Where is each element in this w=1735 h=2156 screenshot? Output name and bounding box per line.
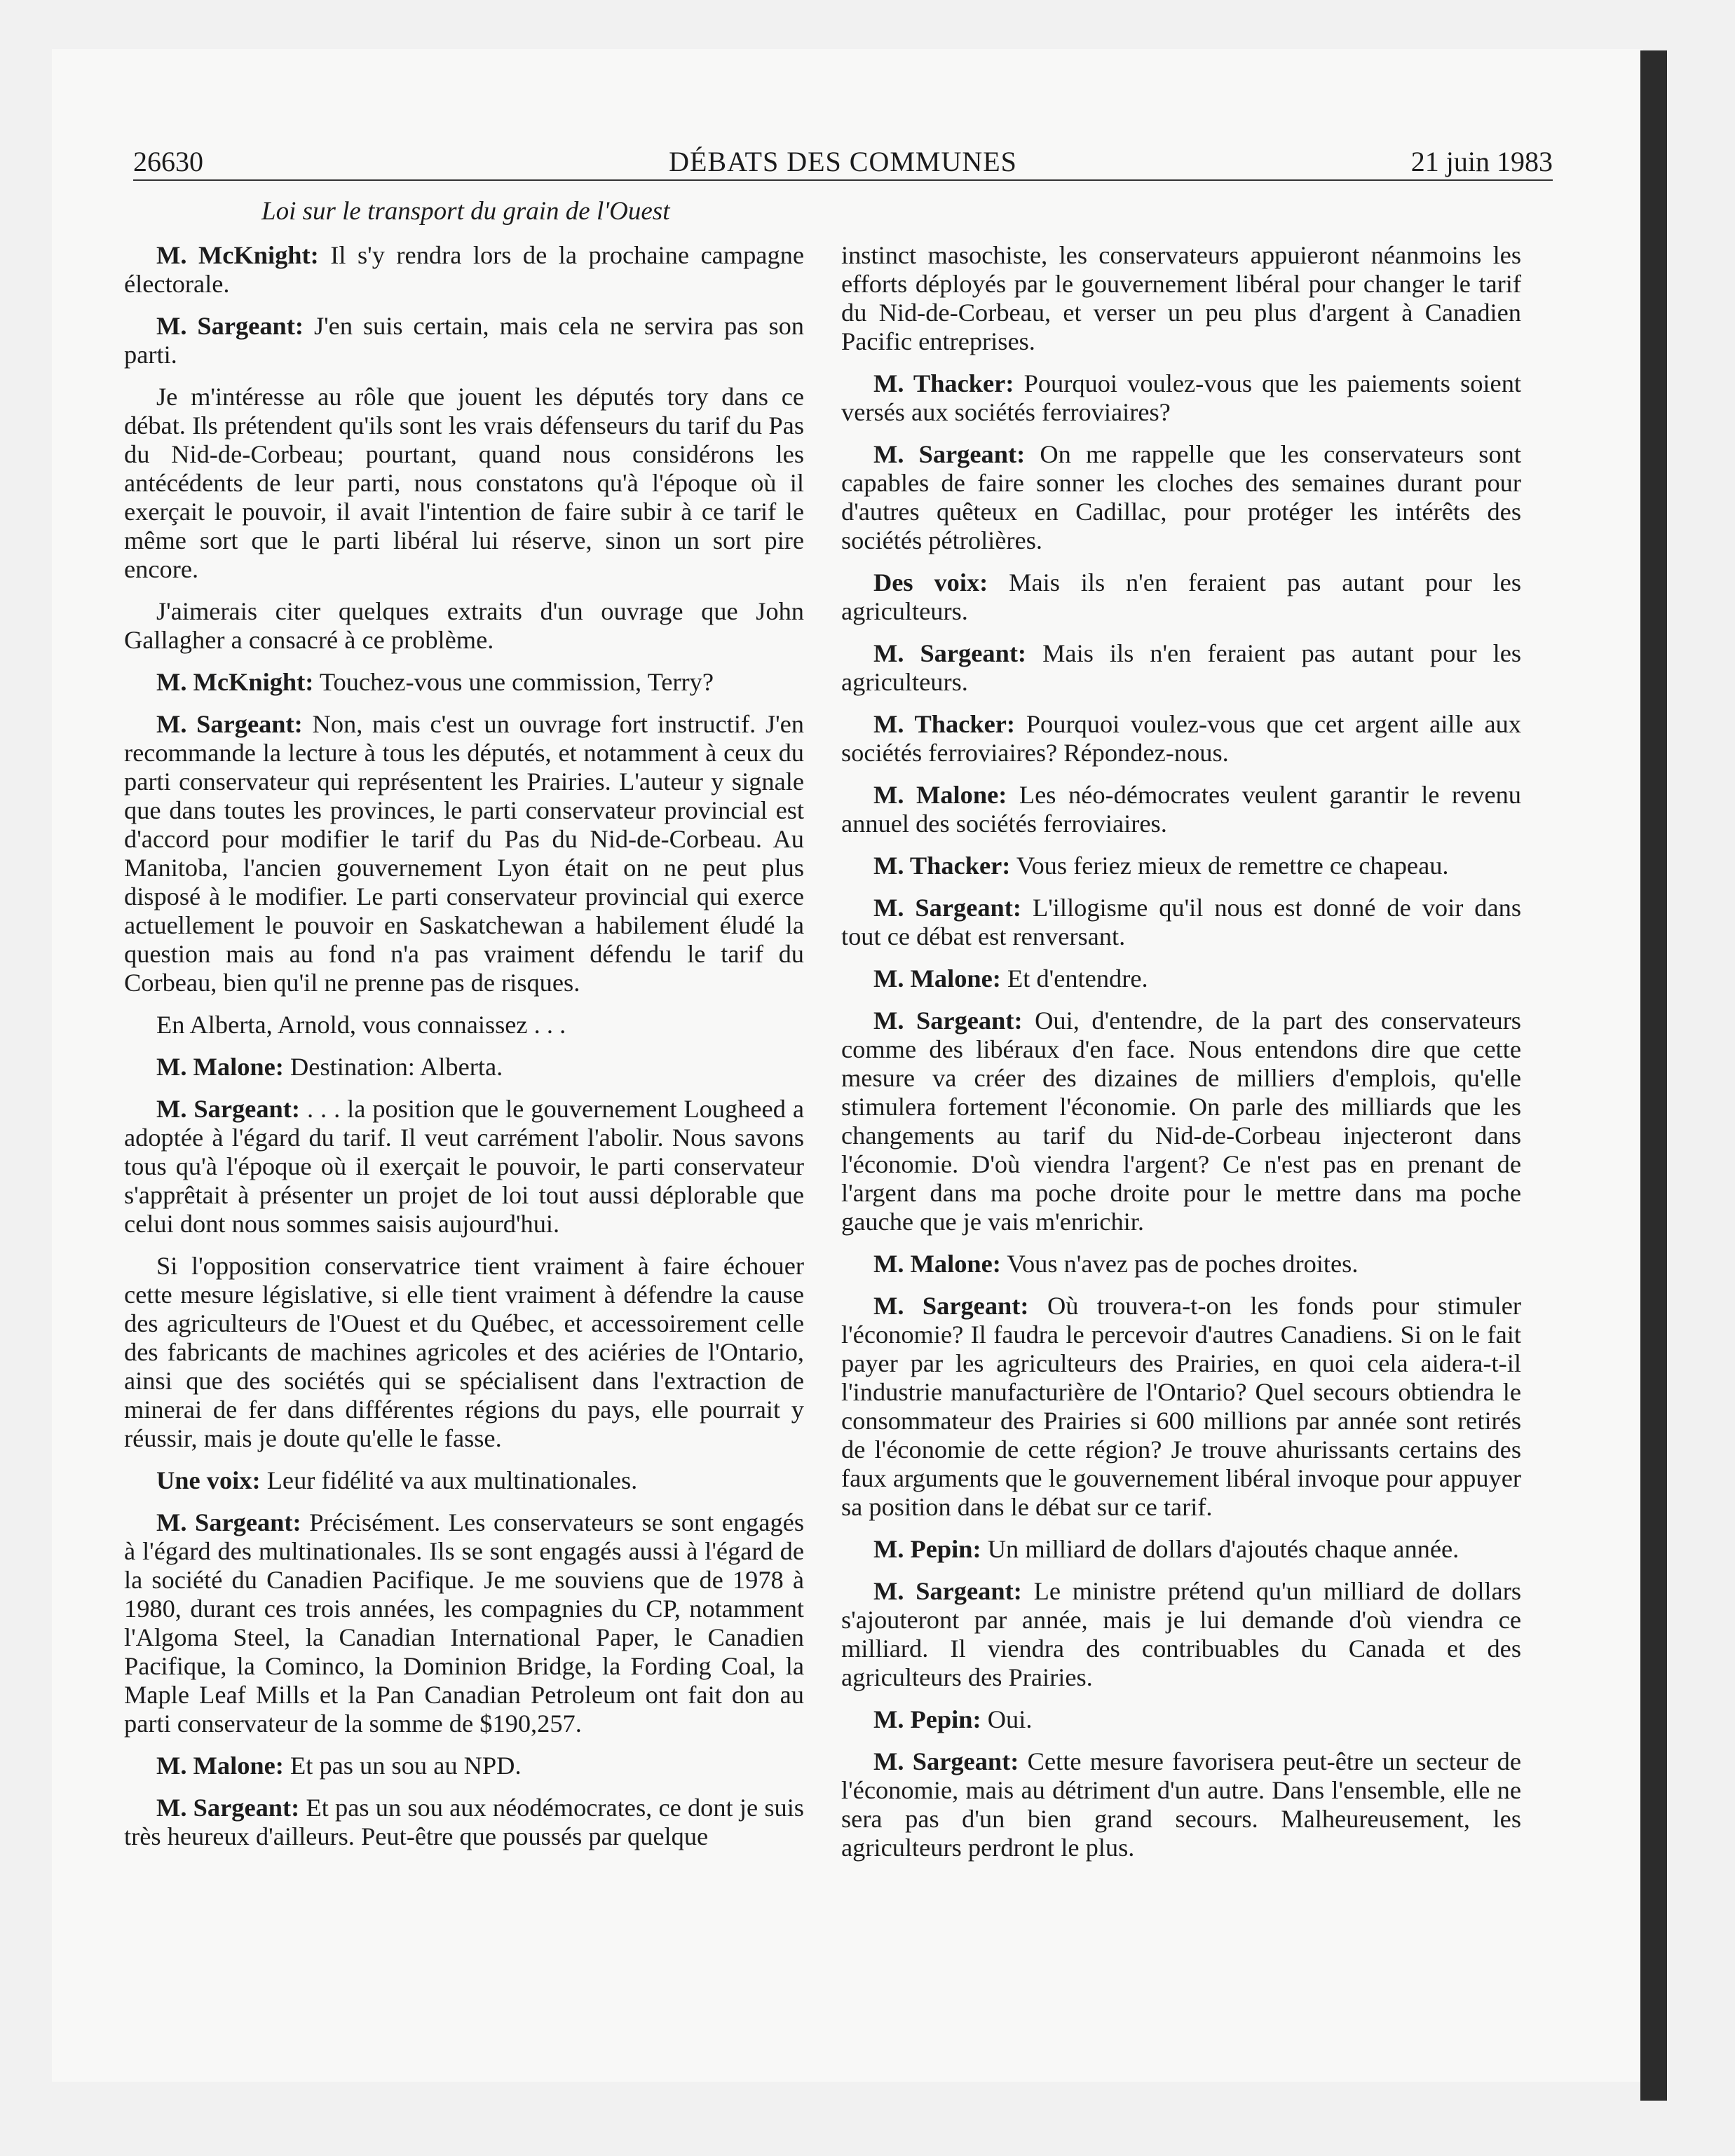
issue-date: 21 juin 1983	[1410, 146, 1553, 177]
page-header	[133, 143, 1553, 181]
speaker-name: M. Malone:	[156, 1053, 284, 1081]
paragraph-text: On me rappelle que les conservateurs sont capables de faire sonner les cloches des semaines durant pour d'autres quêteux en Cadillac, pour protéger les intérêts des sociétés pétrolières.	[841, 440, 1521, 554]
paragraph-text: Oui, d'entendre, de la part des conservateurs comme des libéraux d'en face. Nous entendons dire que cette mesure va créer des dizaines de milliers d'emplois, qu'elle stimulera fortement l'économie. On parle des milliards que les changements au tarif du Nid-de-Corbeau injecteront dans l'économie. D'où viendra l'argent? Ce n'est pas en prenant de l'argent dans ma poche droite pour le mettre dans ma poche gauche que je vais m'enrichir.	[841, 1007, 1521, 1236]
speaker-name: M. Thacker:	[873, 852, 1011, 880]
speaker-name: M. Malone:	[156, 1752, 284, 1780]
speaker-name: M. Thacker:	[873, 369, 1014, 397]
paragraph-text: Si l'opposition conservatrice tient vraiment à faire échouer cette mesure législative, si elle tient vraiment à défendre la cause des agriculteurs de l'Ouest et du Québec, et accessoirement celle des fabricants de machines agricoles et des aciéries de l'Ontario, ainsi que des sociétés qui se spécialisent dans l'extraction de minerai de fer dans différentes régions du pays, elle pourrait y réussir, mais je doute qu'elle le fasse.	[124, 1252, 804, 1452]
speaker-name: M. McKnight:	[156, 241, 319, 269]
section-title: Loi sur le transport du grain de l'Ouest	[261, 197, 670, 226]
paragraph-text: Et pas un sou au NPD.	[290, 1752, 522, 1780]
journal-title: DÉBATS DES COMMUNES	[669, 146, 1017, 177]
paragraph-text: Je m'intéresse au rôle que jouent les députés tory dans ce débat. Ils prétendent qu'ils sont les vrais défenseurs du tarif du Pas du Nid-de-Corbeau; pourtant, quand nous considérons les antécédents de leur parti, nous constatons qu'à l'époque où il exerçait le pouvoir, il avait l'intention de faire subir à ce tarif le même sort que le parti libéral lui réserve, sinon un sort pire encore.	[124, 383, 804, 583]
left-column	[124, 196, 804, 1864]
paragraph-text: Non, mais c'est un ouvrage fort instructif. J'en recommande la lecture à tous les députés, et notamment à ceux du parti conservateur qui représentent les Prairies. L'auteur y signale que dans toutes les provinces, le parti conservateur provincial est d'accord pour modifier le tarif du Pas du Nid-de-Corbeau. Au Manitoba, l'ancien gouvernement Lyon était on ne peut plus disposé à le modifier. Le parti conservateur provincial qui exerce actuellement le pouvoir en Saskatchewan a habilement éludé la question mais au fond n'a pas vraiment défendu le tarif du Corbeau, bien qu'il ne prenne pas de risques.	[124, 710, 805, 997]
speaker-name: M. Thacker:	[873, 710, 1016, 738]
page-number: 26630	[133, 146, 203, 177]
paragraph-text: Mais ils n'en feraient pas autant pour les agriculteurs.	[841, 639, 1522, 696]
paragraph	[841, 1705, 1521, 1734]
paragraph	[124, 383, 804, 584]
paragraph	[841, 781, 1521, 838]
speaker-name: Des voix:	[873, 568, 988, 596]
speaker-name: M. Malone:	[873, 781, 1007, 809]
scan-edge-bar	[1640, 50, 1667, 2101]
speaker-name: M. Sargeant:	[873, 1007, 1023, 1035]
paragraph-text: Un milliard de dollars d'ajoutés chaque année.	[987, 1535, 1460, 1563]
paragraph	[124, 1011, 804, 1039]
speaker-name: M. Sargeant:	[156, 1794, 300, 1822]
paragraph	[841, 964, 1521, 993]
right-column	[841, 241, 1521, 1876]
paragraph-text: Où trouvera-t-on les fonds pour stimuler l'économie? Il faudra le percevoir d'autres Canadiens. Si on le fait payer par les agriculteurs des Prairies, en quoi cela aidera-t-il l'industrie manufacturière de l'Ontario? Quel secours obtiendra le consommateur des Prairies si 600 millions par année sont retirés de l'économie de cette région? Je trouve ahurissants certains des faux arguments que le gouvernement libéral invoque pour appuyer sa position dans le débat sur ce tarif.	[841, 1292, 1521, 1521]
paragraph	[124, 1466, 804, 1495]
paragraph	[124, 597, 804, 655]
speaker-name: M. McKnight:	[156, 668, 314, 696]
paragraph-text: Oui.	[987, 1705, 1033, 1733]
paragraph	[841, 1292, 1521, 1522]
paragraph-text: Leur fidélité va aux multinationales.	[266, 1466, 638, 1494]
paragraph	[124, 668, 804, 697]
paragraph	[841, 894, 1521, 951]
paragraph	[124, 1508, 804, 1738]
paragraph	[841, 241, 1521, 356]
speaker-name: M. Sargeant:	[156, 1508, 301, 1536]
speaker-name: M. Sargeant:	[873, 894, 1022, 922]
paragraph	[841, 1747, 1521, 1862]
paragraph	[841, 710, 1521, 767]
paragraph-text: Touchez-vous une commission, Terry?	[319, 668, 714, 696]
paragraph-text: Et pas un sou aux néodémocrates, ce dont je suis très heureux d'ailleurs. Peut-être que poussés par quelque	[124, 1794, 804, 1850]
speaker-name: M. Sargeant:	[873, 440, 1026, 468]
speaker-name: M. Sargeant:	[156, 312, 304, 340]
speaker-name: M. Malone:	[873, 1250, 1001, 1278]
speaker-name: M. Sargeant:	[873, 1577, 1022, 1605]
speaker-name: M. Sargeant:	[156, 710, 303, 738]
paragraph-text: Pourquoi voulez-vous que cet argent aille aux sociétés ferroviaires? Répondez-nous.	[841, 710, 1521, 767]
paragraph-text: Vous feriez mieux de remettre ce chapeau.	[1016, 852, 1449, 880]
paragraph-text: L'illogisme qu'il nous est donné de voir dans tout ce débat est renversant.	[841, 894, 1521, 950]
speaker-name: M. Sargeant:	[873, 639, 1027, 667]
paragraph	[124, 710, 804, 997]
paragraph	[841, 639, 1521, 697]
paragraph	[124, 1252, 804, 1453]
speaker-name: M. Pepin:	[873, 1535, 981, 1563]
paragraph-text: Pourquoi voulez-vous que les paiements soient versés aux sociétés ferroviaires?	[841, 369, 1521, 426]
speaker-name: M. Sargeant:	[873, 1747, 1019, 1775]
paragraph-text: J'en suis certain, mais cela ne servira pas son parti.	[124, 312, 804, 369]
header-rule	[133, 179, 1553, 181]
paragraph-text: Vous n'avez pas de poches droites.	[1007, 1250, 1359, 1278]
speaker-name: M. Pepin:	[873, 1705, 981, 1733]
paragraph	[124, 1752, 804, 1780]
paragraph	[841, 852, 1521, 880]
paragraph-text: En Alberta, Arnold, vous connaissez . . .	[156, 1011, 566, 1039]
paragraph	[124, 312, 804, 369]
paragraph-text: . . . la position que le gouvernement Lougheed a adoptée à l'égard du tarif. Il veut carrément l'abolir. Nous savons tous qu'à l'époque où il exerçait le pouvoir, le parti conservateur s'apprêtait à présenter un projet de loi tout aussi déplorable que celui dont nous sommes saisis aujourd'hui.	[124, 1095, 804, 1238]
paragraph	[841, 369, 1521, 427]
paragraph-text: Et d'entendre.	[1007, 964, 1148, 992]
paragraph-text: instinct masochiste, les conservateurs appuieront néanmoins les efforts déployés par le gouvernement libéral pour changer le tarif du Nid-de-Corbeau, et verser un peu plus d'argent à Canadien Pacific entreprises.	[841, 241, 1521, 355]
paragraph	[841, 1535, 1521, 1564]
paragraph	[124, 1053, 804, 1082]
paragraph-text: Les néo-démocrates veulent garantir le revenu annuel des sociétés ferroviaires.	[841, 781, 1521, 838]
paragraph	[124, 1095, 804, 1239]
paragraph	[841, 568, 1521, 626]
paragraph	[841, 440, 1521, 555]
paragraph-text: J'aimerais citer quelques extraits d'un ouvrage que John Gallagher a consacré à ce problème.	[124, 597, 804, 654]
speaker-name: M. Sargeant:	[156, 1095, 301, 1123]
paragraph-text: Cette mesure favorisera peut-être un secteur de l'économie, mais au détriment d'un autre. Dans l'ensemble, elle ne sera pas d'un bien grand secours. Malheureusement, les agriculteurs perdront le plus.	[841, 1747, 1521, 1862]
paragraph	[124, 1794, 804, 1851]
speaker-name: M. Sargeant:	[873, 1292, 1029, 1320]
paragraph	[841, 1577, 1521, 1692]
paragraph	[841, 1250, 1521, 1278]
paragraph-text: Précisément. Les conservateurs se sont engagés à l'égard des multinationales. Ils se sont engagés aussi à l'égard de la société du Canadien Pacifique. Je me souviens que de 1978 à 1980, durant ces trois années, les compagnies du CP, notamment l'Algoma Steel, la Canadian International Paper, le Canadien Pacifique, la Cominco, la Dominion Bridge, la Fording Coal, la Maple Leaf Mills et la Pan Canadian Petroleum ont fait don au parti conservateur de la somme de $190,257.	[124, 1508, 804, 1738]
speaker-name: Une voix:	[156, 1466, 261, 1494]
paragraph-text: Le ministre prétend qu'un milliard de dollars s'ajouteront par année, mais je lui demande d'où viendra ce milliard. Il viendra des contribuables du Canada et des agriculteurs des Prairies.	[841, 1577, 1521, 1691]
paragraph-text: Destination: Alberta.	[290, 1053, 503, 1081]
paragraph	[124, 241, 804, 299]
paragraph-text: Mais ils n'en feraient pas autant pour les agriculteurs.	[841, 568, 1521, 625]
speaker-name: M. Malone:	[873, 964, 1001, 992]
paragraph-text: Il s'y rendra lors de la prochaine campagne électorale.	[124, 241, 804, 298]
paragraph	[841, 1007, 1521, 1236]
